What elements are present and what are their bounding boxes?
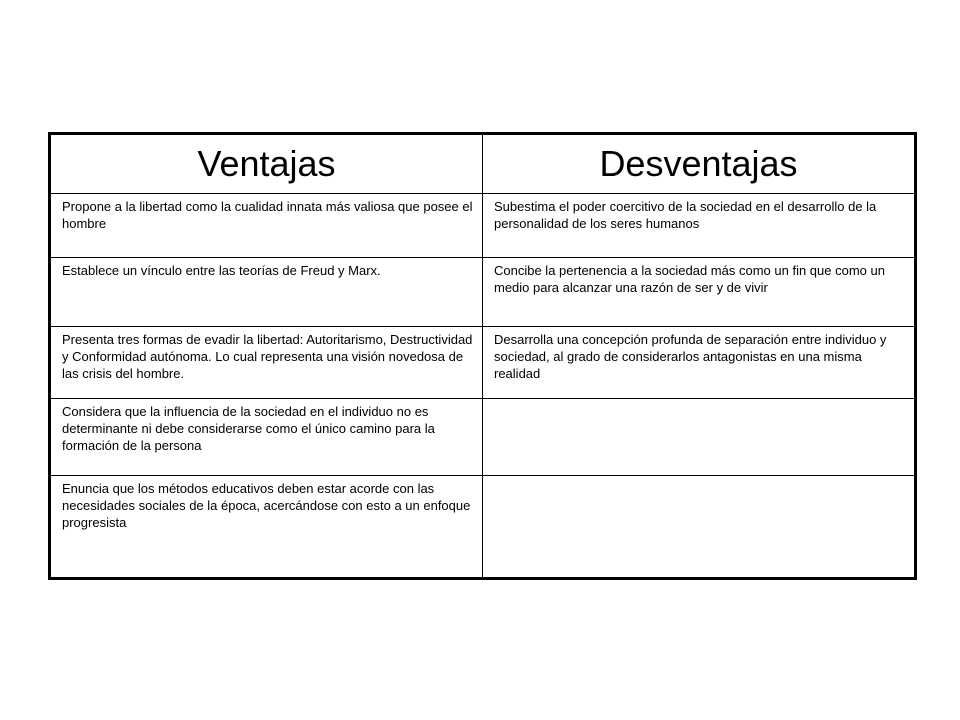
disadvantage-cell (483, 399, 916, 476)
table-row (50, 194, 916, 258)
advantage-cell: Considera que la influencia de la sociedad en el individuo no es determinante ni debe considerarse como el único camino para la formación de la persona (50, 399, 483, 476)
disadvantage-cell: Concibe la pertenencia a la sociedad más como un fin que como un medio para alcanzar una razón de ser y de vivir (483, 258, 916, 327)
advantage-cell: Propone a la libertad como la cualidad innata más valiosa que posee el hombre (50, 194, 483, 258)
advantage-cell: Enuncia que los métodos educativos deben estar acorde con las necesidades sociales de la época, acercándose con esto a un enfoque progresista (50, 476, 483, 579)
advantage-cell: Establece un vínculo entre las teorías de Freud y Marx. (50, 258, 483, 327)
comparison-table (48, 132, 917, 580)
advantage-cell: Presenta tres formas de evadir la libertad: Autoritarismo, Destructividad y Conformidad autónoma. Lo cual representa una visión novedosa de las crisis del hombre. (50, 327, 483, 399)
table-row (50, 399, 916, 476)
disadvantage-cell (483, 476, 916, 579)
header-advantages: Ventajas (50, 134, 483, 194)
table-row (50, 327, 916, 399)
table-row (50, 476, 916, 579)
table-row (50, 258, 916, 327)
header-row (50, 134, 916, 194)
header-disadvantages: Desventajas (483, 134, 916, 194)
disadvantage-cell: Subestima el poder coercitivo de la sociedad en el desarrollo de la personalidad de los seres humanos (483, 194, 916, 258)
disadvantage-cell: Desarrolla una concepción profunda de separación entre individuo y sociedad, al grado de considerarlos antagonistas en una misma realidad (483, 327, 916, 399)
